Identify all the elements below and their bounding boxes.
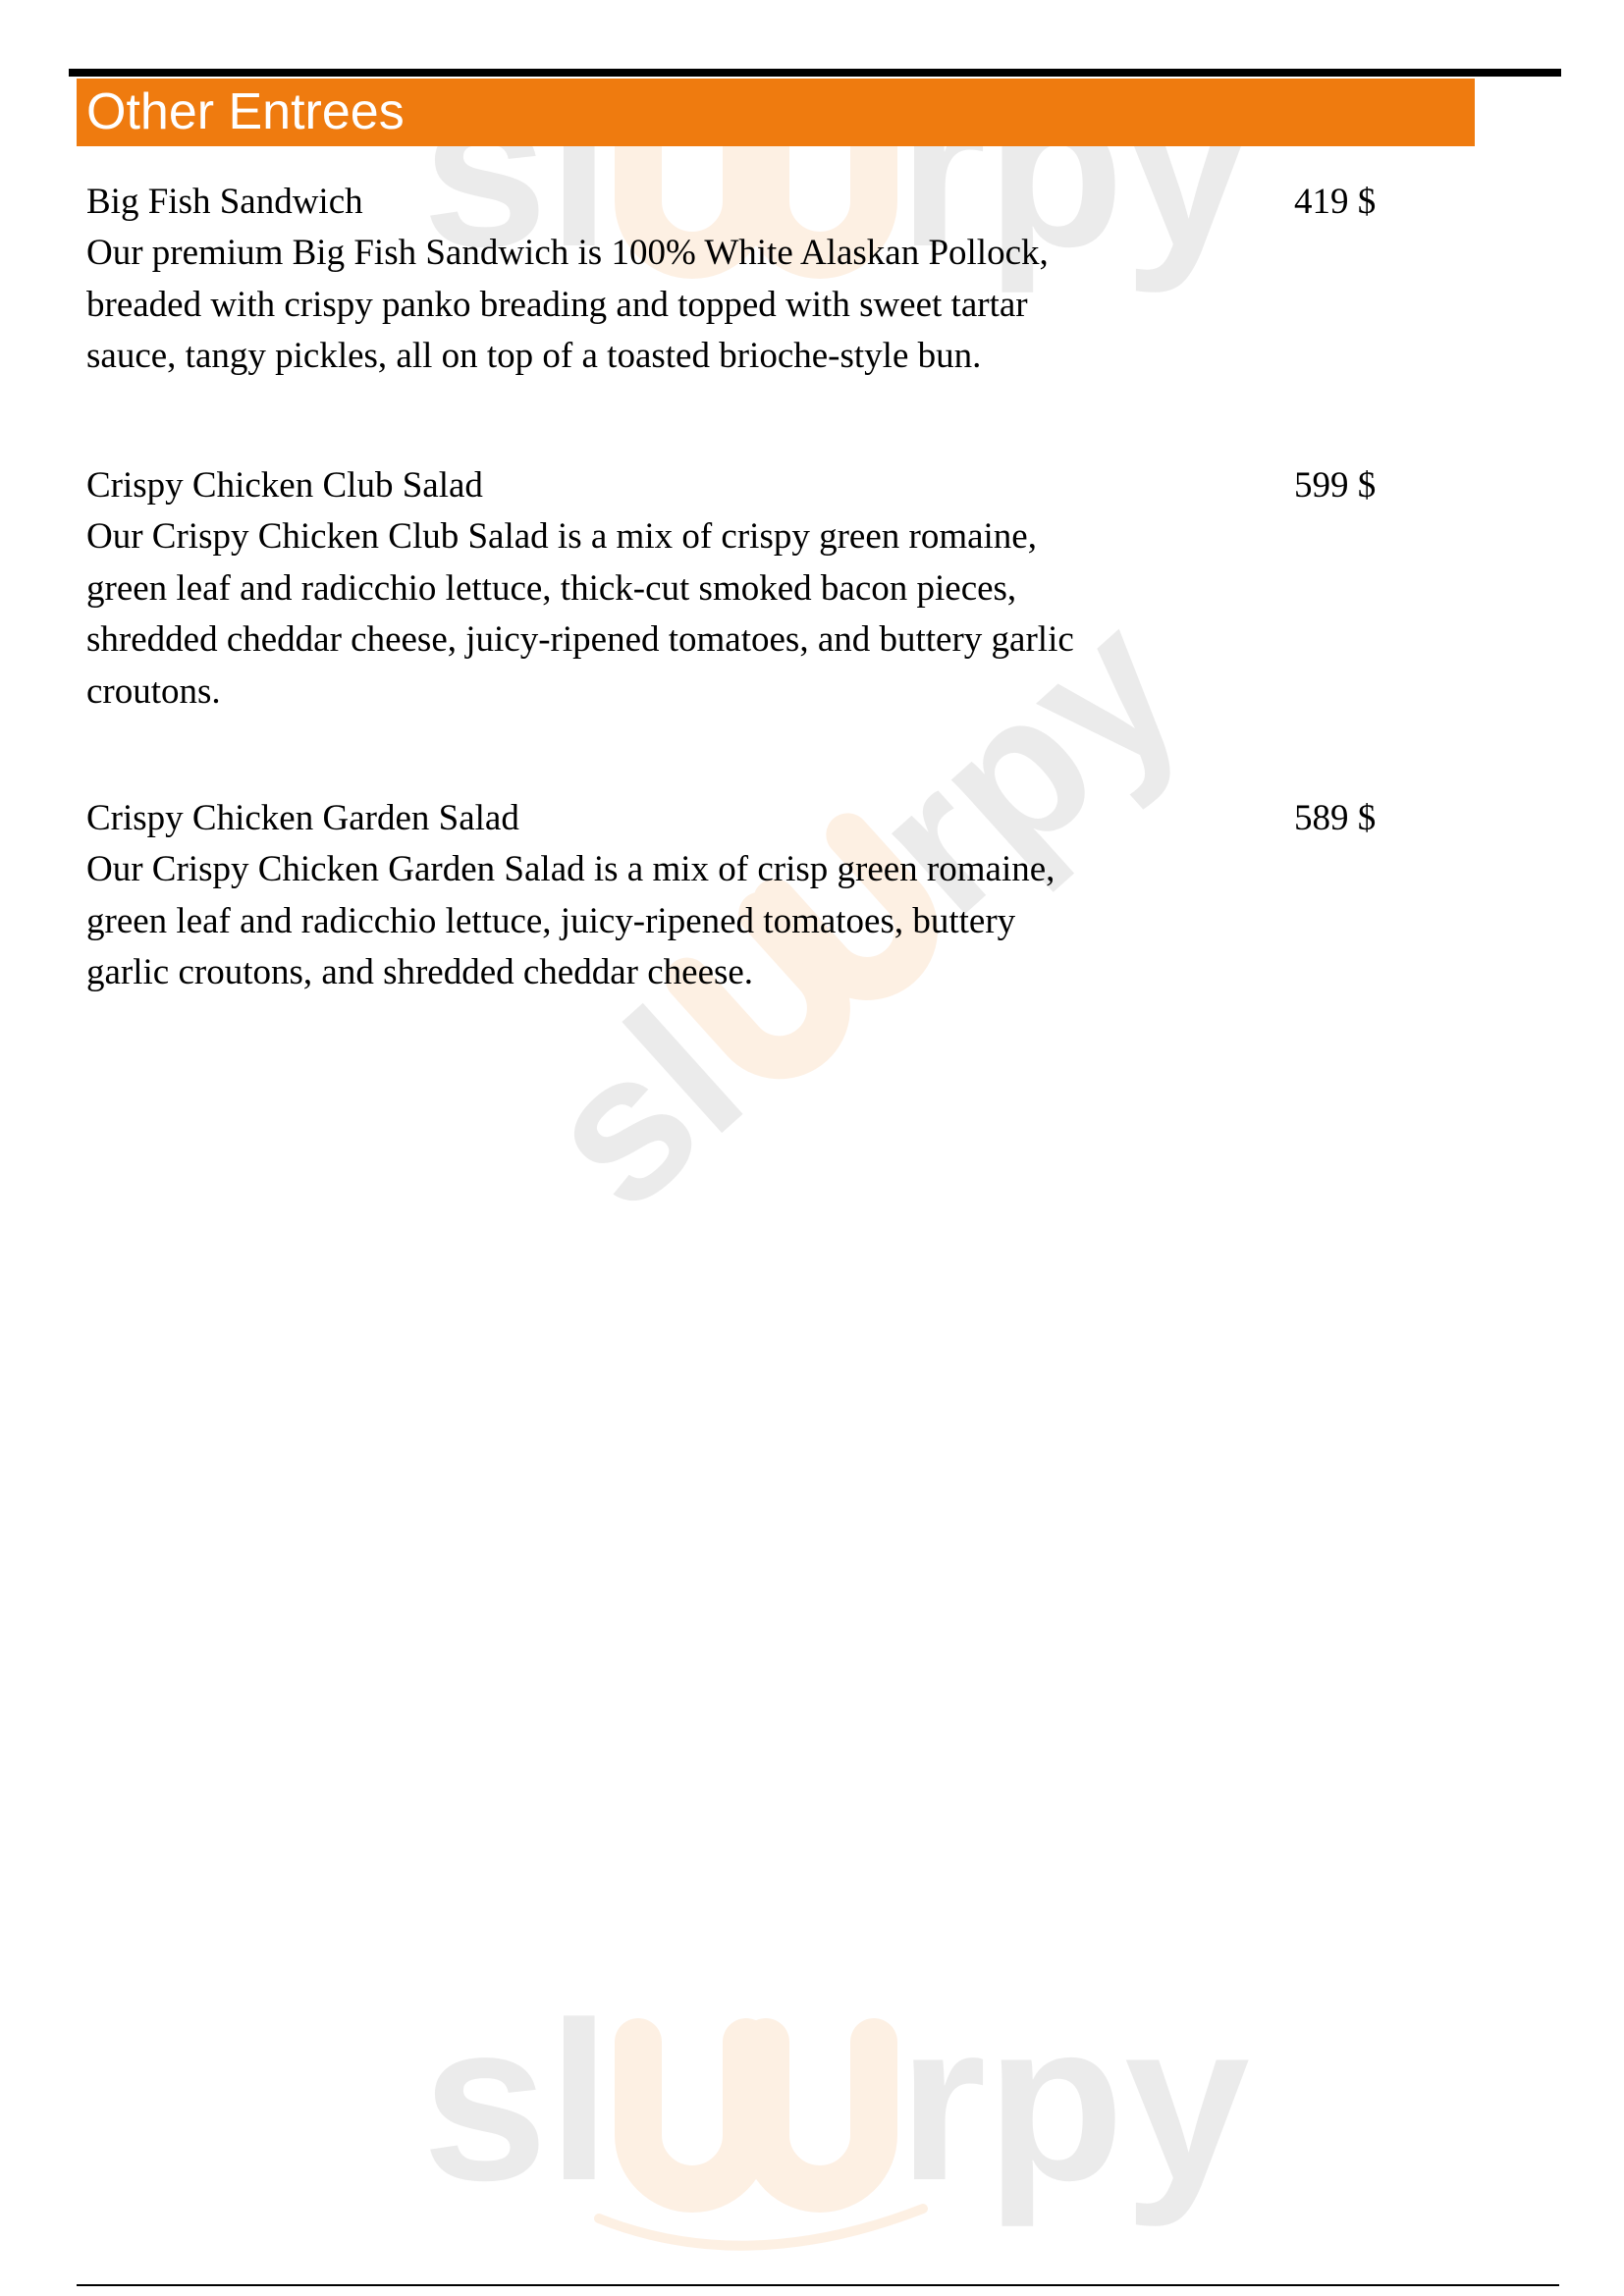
item-description-line: green leaf and radicchio lettuce, juicy-ripened tomatoes, buttery <box>86 900 1016 941</box>
item-description-line: garlic croutons, and shredded cheddar cheese. <box>86 952 754 992</box>
item-price: 419 $ <box>1294 182 1377 222</box>
item-description-line: Our Crispy Chicken Club Salad is a mix of crispy green romaine, <box>86 516 1037 557</box>
svg-text:rpy: rpy <box>898 41 1250 294</box>
item-description-line: breaded with crispy panko breading and topped with sweet tartar <box>86 284 1028 325</box>
svg-text:rpy: rpy <box>898 1975 1250 2227</box>
top-rule <box>69 69 1561 77</box>
item-description-line: shredded cheddar cheese, juicy-ripened tomatoes, and buttery garlic <box>86 619 1074 660</box>
svg-text:rpy: rpy <box>829 570 1222 957</box>
item-description-line: Our Crispy Chicken Garden Salad is a mix of crisp green romaine, <box>86 849 1056 889</box>
bottom-rule <box>77 2284 1559 2286</box>
item-description-line: sauce, tangy pickles, all on top of a toasted brioche-style bun. <box>86 336 982 376</box>
item-description-line: green leaf and radicchio lettuce, thick-cut smoked bacon pieces, <box>86 567 1017 609</box>
item-price: 599 $ <box>1294 465 1377 506</box>
item-description <box>86 511 1225 718</box>
item-description <box>86 844 1225 999</box>
item-name: Big Fish Sandwich <box>86 182 363 222</box>
item-description <box>86 228 1225 383</box>
item-name: Crispy Chicken Garden Salad <box>86 798 519 838</box>
item-price: 589 $ <box>1294 798 1377 838</box>
item-name: Crispy Chicken Club Salad <box>86 465 483 506</box>
item-description-line: croutons. <box>86 670 221 712</box>
section-title: Other Entrees <box>86 83 405 140</box>
svg-text:sl: sl <box>422 41 611 294</box>
section-header <box>77 79 1475 146</box>
svg-text:sl: sl <box>422 1975 611 2227</box>
sluurpy-logo-watermark-bottom <box>412 1973 1257 2268</box>
svg-text:sl: sl <box>501 965 784 1253</box>
item-description-line: Our premium Big Fish Sandwich is 100% White Alaskan Pollock, <box>86 233 1049 273</box>
